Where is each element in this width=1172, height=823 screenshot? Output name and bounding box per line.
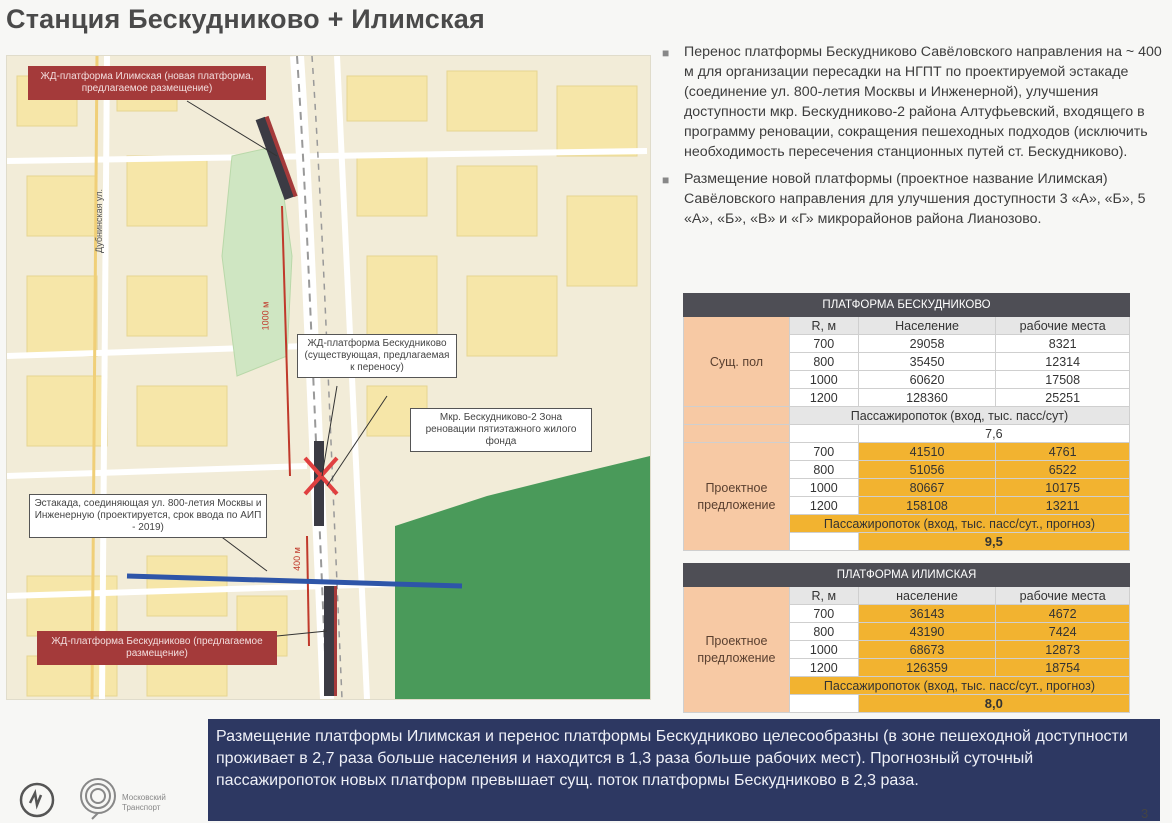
table-title: ПЛАТФОРМА БЕСКУДНИКОВО [684,294,1130,317]
callout-overpass: Эстакада, соединяющая ул. 800-летия Москвы и Инженерную (проектируется, срок ввода по АИП - 2019) [29,494,267,538]
bullet-item: ■ Перенос платформы Бескудниково Савёловского направления на ~ 400 м для организации пересадки на НГПТ по проектируемой эстакаде (соединение ул. 800-летия Москвы и Инженерной), улучшения доступности мкр. Бескудниково-2 района Алтуфьевский, входящего в программу реновации, сокращения пешеходных подходов (исключить необходимость пересечения станционных путей ст. Бескудниково). [662,44,1162,160]
col-header: R, м [789,587,858,605]
table-row: 1000 80667 10175 [684,479,1130,497]
logo-text: Московский Транспорт [122,793,166,812]
col-header: Население [858,317,996,335]
project-label: Проектное предложение [684,443,790,551]
callout-renovation: Мкр. Бескудниково-2 Зона реновации пятиэтажного жилого фонда [410,408,592,452]
renovation-zone [395,456,650,699]
flow-label: Пассажиропоток (вход, тыс. пасс/сут., прогноз) [789,515,1129,533]
bullet-item: ■ Размещение новой платформы (проектное название Илимская) Савёловского направления для улучшения доступности 3 «А», «Б», 5 «А», «Б», «В» и «Г» микрорайонов района Лианозово. [662,171,1146,227]
metro-logo-icon [18,781,56,819]
flow-value: 8,0 [858,695,1129,713]
table-row: 1200 126359 18754 [684,659,1130,677]
table-beskudnikovo [683,293,1130,551]
col-header: рабочие места [996,587,1130,605]
flow-label: Пассажиропоток (вход, тыс. пасс/сут) [789,407,1129,425]
flow-value: 7,6 [858,425,1129,443]
distance-label-lower: 400 м [291,547,302,571]
table-row: 1200 128360 25251 [684,389,1130,407]
bullet-icon: ■ [662,46,670,60]
flow-value: 9,5 [858,533,1129,551]
table-row: 1000 60620 17508 [684,371,1130,389]
page-number: 3 [1141,806,1149,821]
table-title: ПЛАТФОРМА ИЛИМСКАЯ [684,564,1130,587]
distance-label-upper: 1000 м [260,301,271,331]
flow-label-row [684,407,1130,425]
callout-beskudnikovo-existing: ЖД-платформа Бескудниково (существующая, предлагаемая к переносу) [297,334,457,378]
conclusion-box: Размещение платформы Илимская и перенос платформы Бескудниково целесообразны (в зоне пешеходной доступности проживает в 2,7 раза больше населения и находится в 1,3 раза больше рабочих мест). Прогнозный суточный пассажиропоток новых платформ превышает сущ. поток платформы Бескудниково в 2,3 раза. [208,719,1160,821]
project-label: Проектное предложение [684,587,790,713]
moscow-transport-logo-icon [78,776,118,820]
table-ilimskaya [683,563,1130,713]
table-row: 1000 68673 12873 [684,641,1130,659]
table-row: 700 29058 8321 [684,335,1130,353]
bullet-icon: ■ [662,173,670,187]
table-row: 700 36143 4672 [684,605,1130,623]
table-row: 1200 158108 13211 [684,497,1130,515]
callout-beskudnikovo-new: ЖД-платформа Бескудниково (предлагаемое размещение) [37,631,277,665]
table-header-row [684,587,1130,605]
page-title: Станция Бескудниково + Илимская [6,4,485,34]
col-header: R, м [789,317,858,335]
flow-value-row [684,425,1130,443]
map [6,55,651,700]
current-label: Сущ. пол [684,317,790,407]
flow-label: Пассажиропоток (вход, тыс. пасс/сут., прогноз) [789,677,1129,695]
table-row: 800 51056 6522 [684,461,1130,479]
table-row: Проектное предложение 700 41510 4761 [684,443,1130,461]
col-header: рабочие места [996,317,1130,335]
bullet-list [660,42,1170,236]
callout-ilimskaya: ЖД-платформа Илимская (новая платформа, предлагаемое размещение) [28,66,266,100]
table-header-row [684,317,1130,335]
table-row: 800 43190 7424 [684,623,1130,641]
col-header: население [858,587,996,605]
street-label: Дубнинская ул. [94,188,105,254]
table-row: 800 35450 12314 [684,353,1130,371]
